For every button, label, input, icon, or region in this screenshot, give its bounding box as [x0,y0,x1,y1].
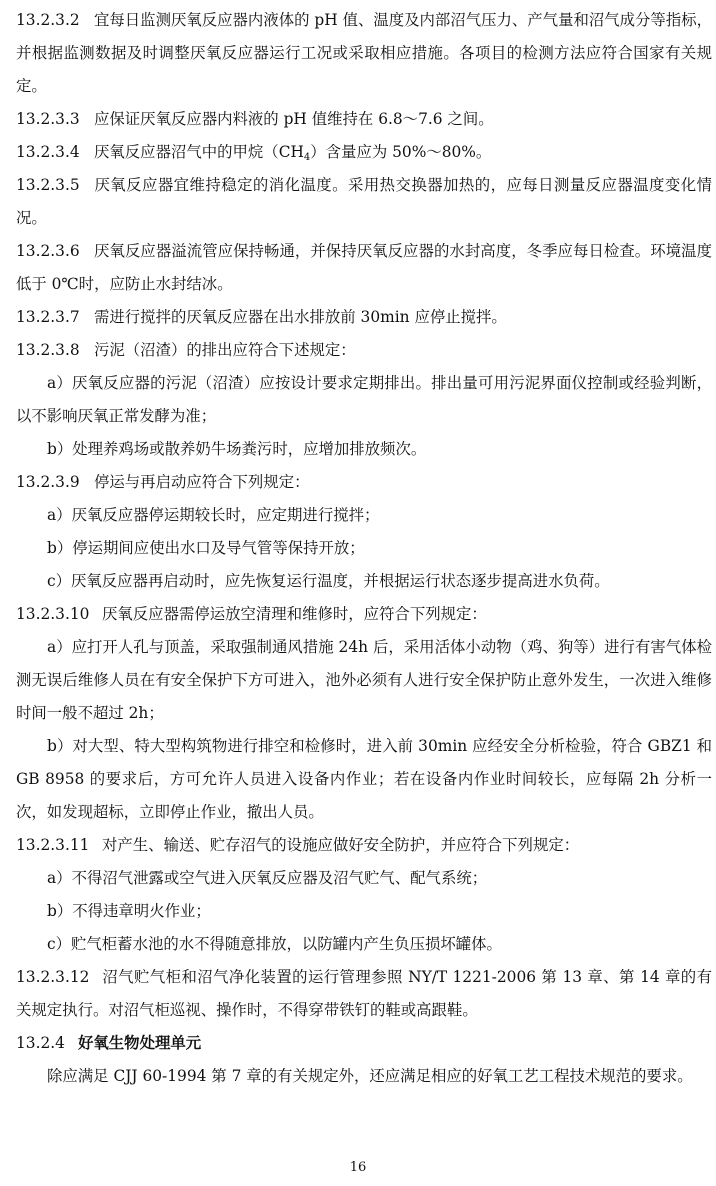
section-13-2-4-heading [16,1027,712,1060]
clause-13-2-3-7 [16,301,712,334]
clause-text: 应保证厌氧反应器内料液的 pH 值维持在 6.8～7.6 之间。 [94,110,494,128]
clause-number: 13.2.3.5 [16,176,80,194]
clause-text-cont: ）含量应为 50%～80%。 [310,143,492,161]
clause-number: 13.2.3.11 [16,836,90,854]
clause-number: 13.2.3.9 [16,473,80,491]
clause-13-2-3-8-item-a: a）厌氧反应器的污泥（沼渣）应按设计要求定期排出。排出量可用污泥界面仪控制或经验判断，以不影响厌氧正常发酵为准； [16,374,712,425]
clause-text: 厌氧反应器需停运放空清理和维修时，应符合下列规定： [102,605,487,623]
clause-13-2-3-6 [16,235,712,301]
clause-13-2-3-5 [16,169,712,235]
clause-13-2-3-11-item-a: a）不得沼气泄露或空气进入厌氧反应器及沼气贮气、配气系统； [47,869,488,887]
clause-13-2-3-4 [16,136,712,169]
clause-number: 13.2.3.3 [16,110,80,128]
clause-13-2-3-8-item-b: b）处理养鸡场或散养奶牛场粪污时，应增加排放频次。 [47,440,427,458]
clause-text: 对产生、输送、贮存沼气的设施应做好安全防护，并应符合下列规定： [102,836,580,854]
section-title: 好氧生物处理单元 [78,1034,202,1052]
clause-text: 厌氧反应器宜维持稳定的消化温度。采用热交换器加热的，应每日测量反应器温度变化情况。 [16,176,712,227]
clause-13-2-3-12 [16,961,712,1027]
page-number: 16 [349,1160,367,1175]
clause-text: 厌氧反应器溢流管应保持畅通，并保持厌氧反应器的水封高度，冬季应每日检查。环境温度低于 0℃时，应防止水封结冰。 [16,242,712,293]
clause-number: 13.2.3.10 [16,605,90,623]
clause-number: 13.2.3.2 [16,11,80,29]
clause-13-2-3-10-item-a: a）应打开人孔与顶盖，采取强制通风措施 24h 后，采用活体小动物（鸡、狗等）进行有害气体检测无误后维修人员在有安全保护下方可进入，池外必须有人进行安全保护防止意外发生，一次进入维修时间一般不超过 2h； [16,638,712,722]
clause-13-2-3-11 [16,829,712,862]
clause-13-2-3-9 [16,466,712,499]
clause-text: 宜每日监测厌氧反应器内液体的 pH 值、温度及内部沼气压力、产气量和沼气成分等指标，并根据监测数据及时调整厌氧反应器运行工况或采取相应措施。各项目的检测方法应符合国家有关规定。 [16,11,712,95]
clause-number: 13.2.3.8 [16,341,80,359]
clause-text: 污泥（沼渣）的排出应符合下述规定： [94,341,356,359]
section-number: 13.2.4 [16,1034,65,1052]
clause-13-2-3-2 [16,4,712,103]
clause-13-2-3-9-item-a: a）厌氧反应器停运期较长时，应定期进行搅拌； [47,506,380,524]
clause-text: 需进行搅拌的厌氧反应器在出水排放前 30min 应停止搅拌。 [94,308,507,326]
clause-13-2-3-3 [16,103,712,136]
document-body [16,4,712,1093]
clause-text: 沼气贮气柜和沼气净化装置的运行管理参照 NY/T 1221-2006 第 13 章、第 14 章的有关规定执行。对沼气柜巡视、操作时，不得穿带铁钉的鞋或高跟鞋。 [16,968,712,1019]
clause-13-2-3-11-item-c: c）贮气柜蓄水池的水不得随意排放，以防罐内产生负压损坏罐体。 [47,935,502,953]
subscript: 4 [303,152,311,163]
clause-13-2-3-10-item-b: b）对大型、特大型构筑物进行排空和检修时，进入前 30min 应经安全分析检验，符合 GBZ1 和 GB 8958 的要求后，方可允许人员进入设备内作业；若在设备内作业时间较长，应每隔 2h 分析一次，如发现超标，立即停止作业，撤出人员。 [16,737,712,821]
clause-number: 13.2.3.7 [16,308,80,326]
clause-13-2-3-10 [16,598,712,631]
clause-number: 13.2.3.12 [16,968,90,986]
clause-13-2-3-9-item-c: c）厌氧反应器再启动时，应先恢复运行温度，并根据运行状态逐步提高进水负荷。 [47,572,610,590]
clause-text: 停运与再启动应符合下列规定： [94,473,310,491]
clause-13-2-3-8 [16,334,712,367]
clause-number: 13.2.3.6 [16,242,80,260]
clause-text: 厌氧反应器沼气中的甲烷（CH [94,143,304,161]
clause-13-2-3-9-item-b: b）停运期间应使出水口及导气管等保持开放； [47,539,365,557]
section-13-2-4-text: 除应满足 CJJ 60-1994 第 7 章的有关规定外，还应满足相应的好氧工艺工程技术规范的要求。 [47,1067,693,1085]
clause-13-2-3-11-item-b: b）不得违章明火作业； [47,902,211,920]
clause-number: 13.2.3.4 [16,143,80,161]
